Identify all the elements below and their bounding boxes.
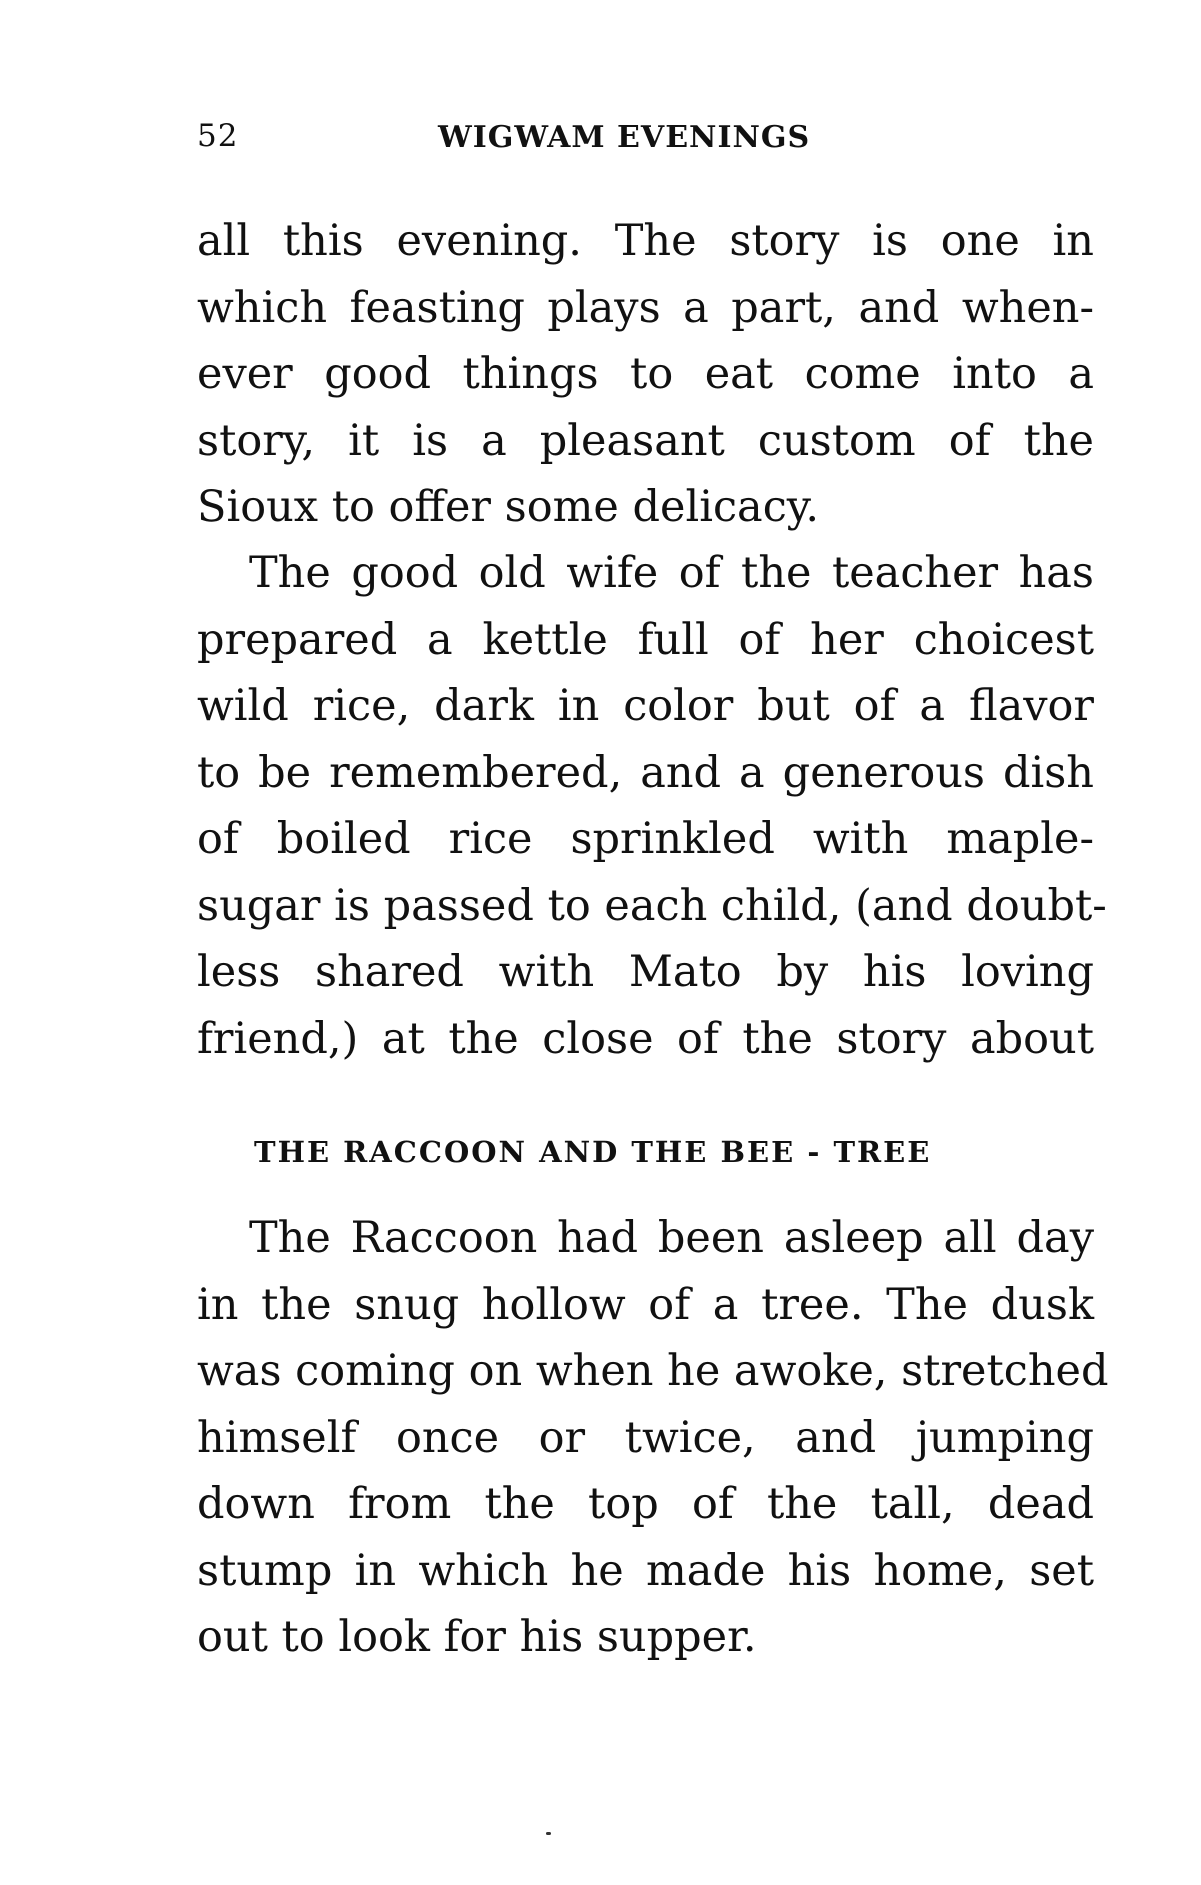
text-line: was coming on when he awoke, stretched xyxy=(197,1346,1109,1396)
text-line: prepared a kettle full of her choicest xyxy=(197,614,1094,665)
text-line: all this evening. The story is one in xyxy=(197,216,1094,266)
text-line: himself once or twice, and jumping xyxy=(197,1412,1094,1463)
text-line: stump in which he made his home, set xyxy=(197,1545,1094,1596)
text-line: story, it is a pleasant custom of the xyxy=(197,415,1094,466)
text-line: The good old wife of the teacher has xyxy=(249,548,1094,598)
text-line: to be remembered, and a generous dish xyxy=(197,747,1094,798)
paragraph-raccoon xyxy=(197,1205,1109,1671)
text-line: Sioux to offer some delicacy. xyxy=(197,482,820,532)
text-line: The Raccoon had been asleep all day xyxy=(249,1213,1094,1263)
print-speck xyxy=(546,1832,551,1835)
text-line: out to look for his supper. xyxy=(197,1612,757,1662)
page-number: 52 xyxy=(197,118,239,154)
section-title: THE RACCOON AND THE BEE - TREE xyxy=(254,1135,932,1169)
text-line: less shared with Mato by his loving xyxy=(197,947,1094,997)
running-head xyxy=(197,118,1097,168)
paragraph-feast xyxy=(197,540,1107,1072)
running-title: WIGWAM EVENINGS xyxy=(438,120,811,155)
text-line: down from the top of the tall, dead xyxy=(197,1479,1094,1529)
text-line: sugar is passed to each child, (and doubt- xyxy=(197,880,1107,931)
text-line: of boiled rice sprinkled with maple- xyxy=(197,814,1094,864)
text-line: ever good things to eat come into a xyxy=(197,349,1094,399)
text-line: friend,) at the close of the story about xyxy=(197,1013,1094,1064)
text-line: in the snug hollow of a tree. The dusk xyxy=(197,1279,1094,1330)
text-line: which feasting plays a part, and when- xyxy=(197,282,1094,333)
paragraph-continued xyxy=(197,208,1094,541)
text-line: wild rice, dark in color but of a flavor xyxy=(197,681,1094,731)
